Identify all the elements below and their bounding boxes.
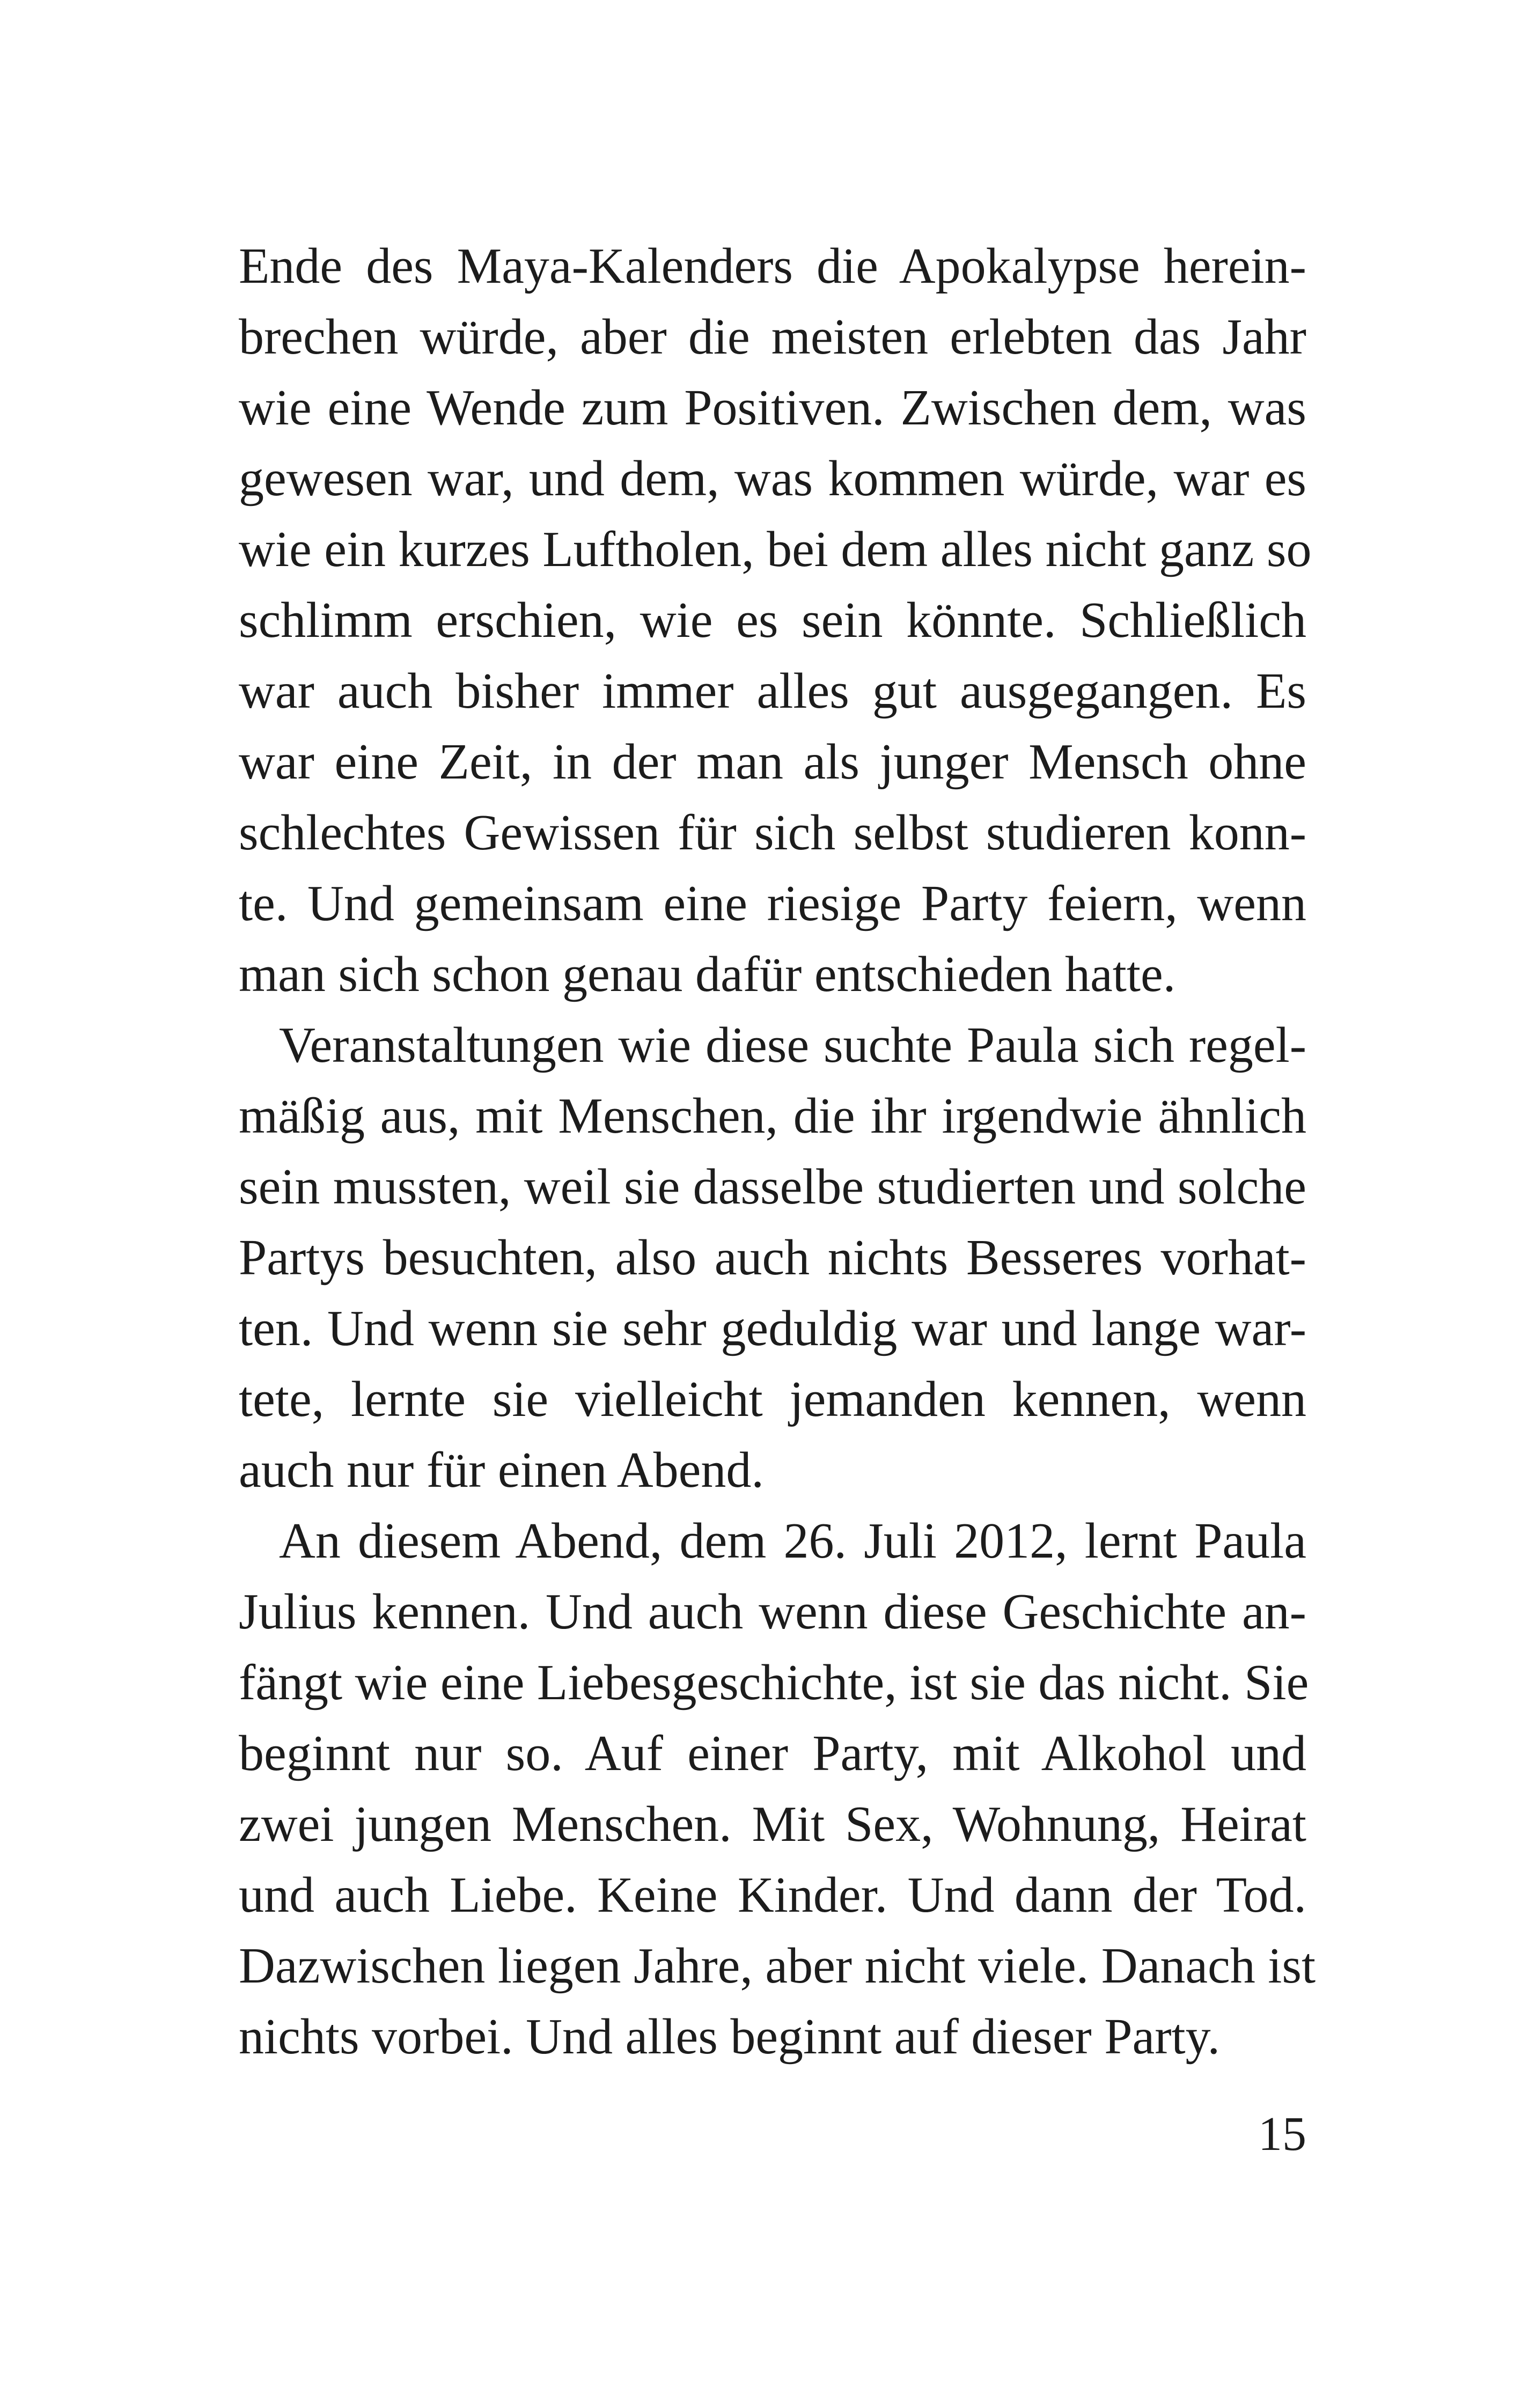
text-line: sein mussten, weil sie dasselbe studierten und solche [239, 1159, 1306, 1215]
text-line: gewesen war, und dem, was kommen würde, war es [239, 451, 1306, 506]
text-line: An diesem Abend, dem 26. Juli 2012, lernt Paula [279, 1513, 1306, 1569]
text-line: Dazwischen liegen Jahre, aber nicht viele. Danach ist [239, 1938, 1316, 1994]
text-line: man sich schon genau dafür entschieden hatte. [239, 946, 1176, 1002]
paragraph-1 [239, 231, 1312, 1010]
paragraph-3 [239, 1506, 1316, 2072]
text-line: auch nur für einen Abend. [239, 1442, 764, 1498]
text-line: brechen würde, aber die meisten erlebten das Jahr [239, 309, 1306, 365]
text-line: ten. Und wenn sie sehr geduldig war und lange war- [239, 1301, 1306, 1356]
text-line: Ende des Maya-Kalenders die Apokalypse herein- [239, 238, 1306, 294]
paragraph-2 [239, 1010, 1306, 1506]
text-line: mäßig aus, mit Menschen, die ihr irgendwie ähnlich [239, 1088, 1306, 1144]
text-line: beginnt nur so. Auf einer Party, mit Alkohol und [239, 1726, 1306, 1781]
text-line: war auch bisher immer alles gut ausgegangen. Es [239, 663, 1306, 719]
text-line: wie eine Wende zum Positiven. Zwischen dem, was [239, 380, 1306, 436]
text-line: tete, lernte sie vielleicht jemanden kennen, wenn [239, 1371, 1306, 1427]
text-line: war eine Zeit, in der man als junger Mensch ohne [239, 734, 1306, 790]
text-line: fängt wie eine Liebesgeschichte, ist sie das nicht. Sie [239, 1655, 1309, 1710]
body-text [239, 231, 1316, 2072]
page-number: 15 [1258, 2108, 1306, 2161]
text-line: wie ein kurzes Luftholen, bei dem alles nicht ganz so [239, 522, 1312, 577]
text-line: nichts vorbei. Und alles beginnt auf dieser Party. [239, 2009, 1221, 2065]
text-line: te. Und gemeinsam eine riesige Party feiern, wenn [239, 876, 1306, 931]
text-line: zwei jungen Menschen. Mit Sex, Wohnung, Heirat [239, 1796, 1306, 1852]
text-line: Julius kennen. Und auch wenn diese Geschichte an- [239, 1584, 1306, 1640]
text-line: Partys besuchten, also auch nichts Besseres vorhat- [239, 1230, 1306, 1286]
text-line: und auch Liebe. Keine Kinder. Und dann der Tod. [239, 1867, 1306, 1923]
text-line: Veranstaltungen wie diese suchte Paula sich regel- [279, 1017, 1306, 1073]
text-line: schlechtes Gewissen für sich selbst studieren konn- [239, 805, 1306, 861]
text-line: schlimm erschien, wie es sein könnte. Schließlich [239, 592, 1306, 648]
